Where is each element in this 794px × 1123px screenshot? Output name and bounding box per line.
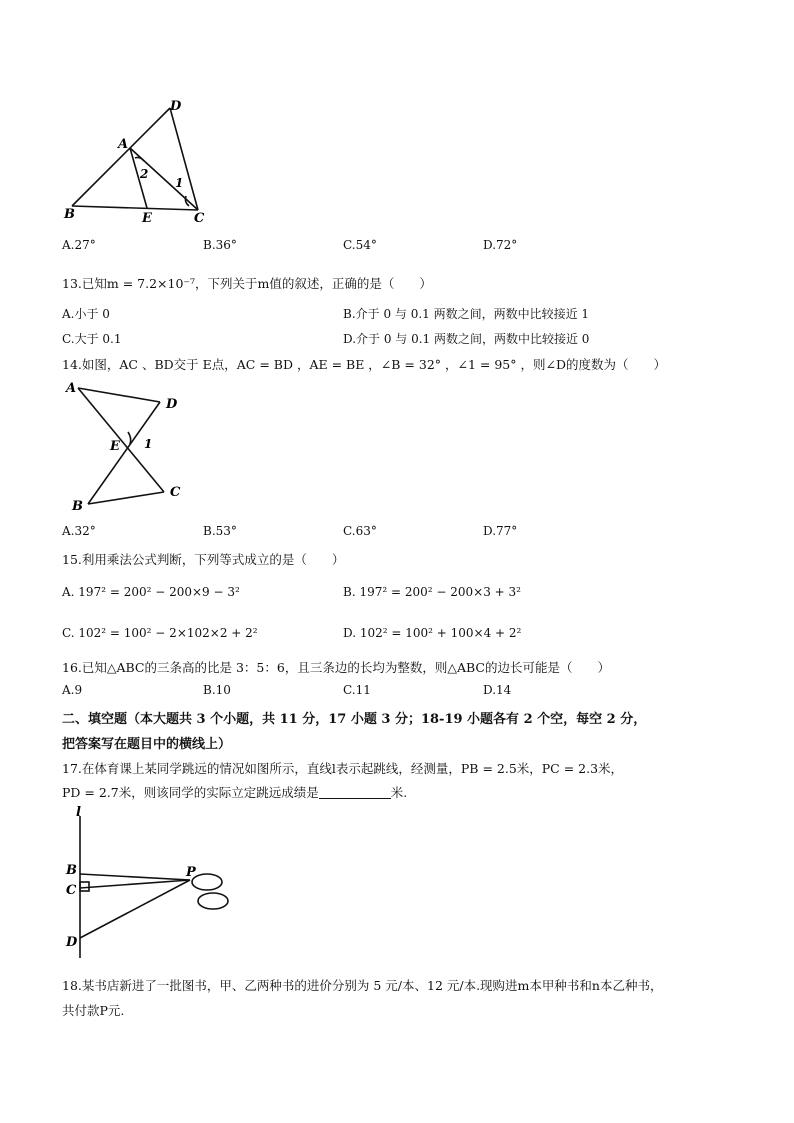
q17-line1: 17.在体育课上某同学跳远的情况如图所示，直线l表示起跳线，经测量，PB = 2.5米，PC = 2.3米， [62,761,624,776]
q17-answer-blank[interactable] [319,786,391,799]
q16-option-c: C.11 [343,683,371,697]
q17-label-b: B [66,863,77,878]
q15-option-d: D. 102² = 100² + 100×4 + 2² [343,626,522,640]
q13-stem: 13.已知m = 7.2×10⁻⁷，下列关于m值的叙述，正确的是（ ） [62,276,432,291]
q16-stem: 16.已知△ABC的三条高的比是 3：5：6，且三条边的长均为整数，则△ABC的边长可能是（ ） [62,660,610,675]
q12-angle-2: 2 [140,167,149,181]
q14-label-a: A [66,381,77,396]
q14-option-b: B.53° [203,524,237,538]
section2-heading-line1: 二、填空题（本大题共 3 个小题，共 11 分，17 小题 3 分；18-19 小题各有 2 个空，每空 2 分， [62,712,647,727]
q12-triangle-figure [60,96,220,226]
q18-line1: 18.某书店新进了一批图书，甲、乙两种书的进价分别为 5 元/本、12 元/本.现购进m本甲种书和n本乙种书， [62,978,663,993]
q13-option-d: D.介于 0 与 0.1 两数之间，两数中比较接近 0 [343,332,590,346]
q12-option-c: C.54° [343,238,377,252]
q12-option-d: D.72° [483,238,518,252]
q13-option-a: A.小于 0 [62,307,110,321]
q12-label-c: C [194,211,205,226]
q12-label-e: E [142,211,152,226]
q18-line2: 共付款P元. [62,1003,125,1018]
q13-option-b: B.介于 0 与 0.1 两数之间，两数中比较接近 1 [343,307,590,321]
q12-label-b: B [64,207,75,222]
q13-option-c: C.大于 0.1 [62,332,122,346]
q17-line2-text: PD = 2.7米，则该同学的实际立定跳远成绩是 [62,785,319,800]
q16-option-b: B.10 [203,683,231,697]
q14-label-b: B [72,499,83,514]
q12-angle-1: 1 [175,176,184,190]
q12-label-d: D [170,99,182,114]
q16-option-a: A.9 [62,683,83,697]
q17-line2 [62,783,407,801]
q14-angle-1: 1 [144,437,153,451]
q15-stem: 15.利用乘法公式判断，下列等式成立的是（ ） [62,552,345,567]
q17-long-jump-figure [62,805,242,963]
q14-label-c: C [170,485,181,500]
q17-label-p: P [186,865,196,880]
q14-label-e: E [110,439,120,454]
q17-line2-unit: 米. [390,785,408,800]
q14-stem: 14.如图，AC 、BD交于 E点，AC = BD ，AE = BE ，∠B = 32° ，∠1 = 95° ，则∠D的度数为（ ） [62,357,666,372]
q12-option-b: B.36° [203,238,237,252]
q14-option-a: A.32° [62,524,96,538]
q17-label-l: l [76,805,81,820]
section2-heading-line2: 把答案写在题目中的横线上） [62,737,232,752]
q15-option-c: C. 102² = 100² − 2×102×2 + 2² [62,626,258,640]
q15-option-a: A. 197² = 200² − 200×9 − 3² [62,585,240,599]
q15-option-b: B. 197² = 200² − 200×3 + 3² [343,585,521,599]
q17-label-c: C [66,883,77,898]
q12-option-a: A.27° [62,238,96,252]
q17-label-d: D [66,935,78,950]
q12-label-a: A [118,137,129,152]
q14-label-d: D [166,397,178,412]
q16-option-d: D.14 [483,683,512,697]
q14-option-c: C.63° [343,524,377,538]
q14-option-d: D.77° [483,524,518,538]
q14-crossed-triangles-figure [62,380,192,520]
